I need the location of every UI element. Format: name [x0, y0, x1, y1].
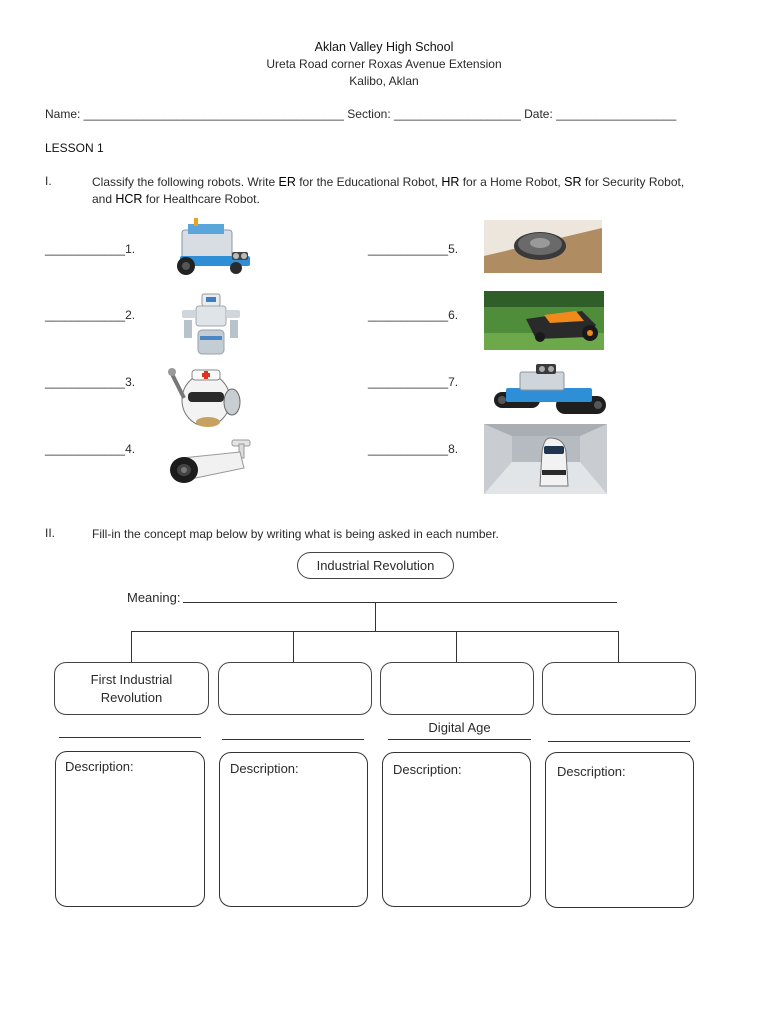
description-label: Description: [65, 759, 134, 774]
concept-root: Industrial Revolution [297, 552, 454, 579]
school-address: Ureta Road corner Roxas Avenue Extension [266, 57, 502, 71]
connector-era-3 [456, 631, 457, 662]
answer-blank-7[interactable]: ____________7. [368, 375, 459, 389]
description-box-3[interactable] [382, 752, 531, 907]
era-answer-line-4[interactable] [548, 741, 690, 742]
connector-branch [131, 631, 618, 632]
school-town: Kalibo, Aklan [349, 74, 419, 88]
code-hcr: HCR [115, 192, 143, 206]
answer-blank-6[interactable]: ____________6. [368, 308, 459, 322]
description-box-4[interactable] [545, 752, 694, 908]
connector-trunk [375, 603, 376, 631]
era-box-4[interactable] [542, 662, 696, 715]
description-label: Description: [393, 762, 462, 777]
connector-era-4 [618, 631, 619, 662]
code-hr: HR [441, 175, 460, 189]
answer-blank-5[interactable]: ____________5. [368, 242, 459, 256]
security-patrol-robot-picture [484, 424, 607, 494]
connector-era-1 [131, 631, 132, 662]
meaning-label: Meaning: [127, 590, 181, 605]
answer-blank-1[interactable]: ____________1. [45, 242, 136, 256]
era-answer-line-2[interactable] [222, 739, 364, 740]
code-er: ER [278, 175, 296, 189]
connector-era-2 [293, 631, 294, 662]
description-box-2[interactable] [219, 752, 368, 907]
era-answer-line-3[interactable] [388, 739, 531, 740]
meaning-answer-line[interactable] [183, 602, 617, 603]
security-camera-picture [166, 438, 252, 490]
answer-blank-2[interactable]: ____________2. [45, 308, 136, 322]
part1-instruction: Classify the following robots. Write ER for the Educational Robot, HR for a Home Robot, SR for Security Robot, and HCR for Healthcare Robot. [92, 175, 685, 206]
era-box-1: First Industrial Revolution [54, 662, 209, 715]
era-answer-line-1[interactable] [59, 737, 201, 738]
answer-blank-4[interactable]: ____________4. [45, 442, 136, 456]
era-box-2[interactable] [218, 662, 372, 715]
educational-robot-picture [172, 216, 258, 282]
answer-blank-8[interactable]: ____________8. [368, 442, 459, 456]
lawn-mower-picture [484, 291, 604, 350]
part2-number: II. [45, 526, 56, 540]
part2-instruction: Fill-in the concept map below by writing what is being asked in each number. [92, 527, 499, 541]
era-box-3[interactable] [380, 662, 534, 715]
code-sr: SR [564, 175, 582, 189]
era-under-label-3: Digital Age [428, 720, 491, 735]
lesson-title: LESSON 1 [45, 141, 104, 155]
student-info-line: Name: _______________________________________ Section: ___________________ Date: __________________ [45, 107, 677, 121]
surgical-robot-picture [178, 292, 244, 356]
school-name: Aklan Valley High School [314, 40, 454, 54]
description-box-1[interactable] [55, 751, 205, 907]
description-label: Description: [557, 764, 626, 779]
tracked-robot-picture [490, 362, 610, 420]
answer-blank-3[interactable]: ____________3. [45, 375, 136, 389]
robot-vacuum-picture [484, 220, 602, 273]
nurse-robot-picture [166, 362, 242, 428]
description-label: Description: [230, 761, 299, 776]
part1-number: I. [45, 174, 52, 188]
